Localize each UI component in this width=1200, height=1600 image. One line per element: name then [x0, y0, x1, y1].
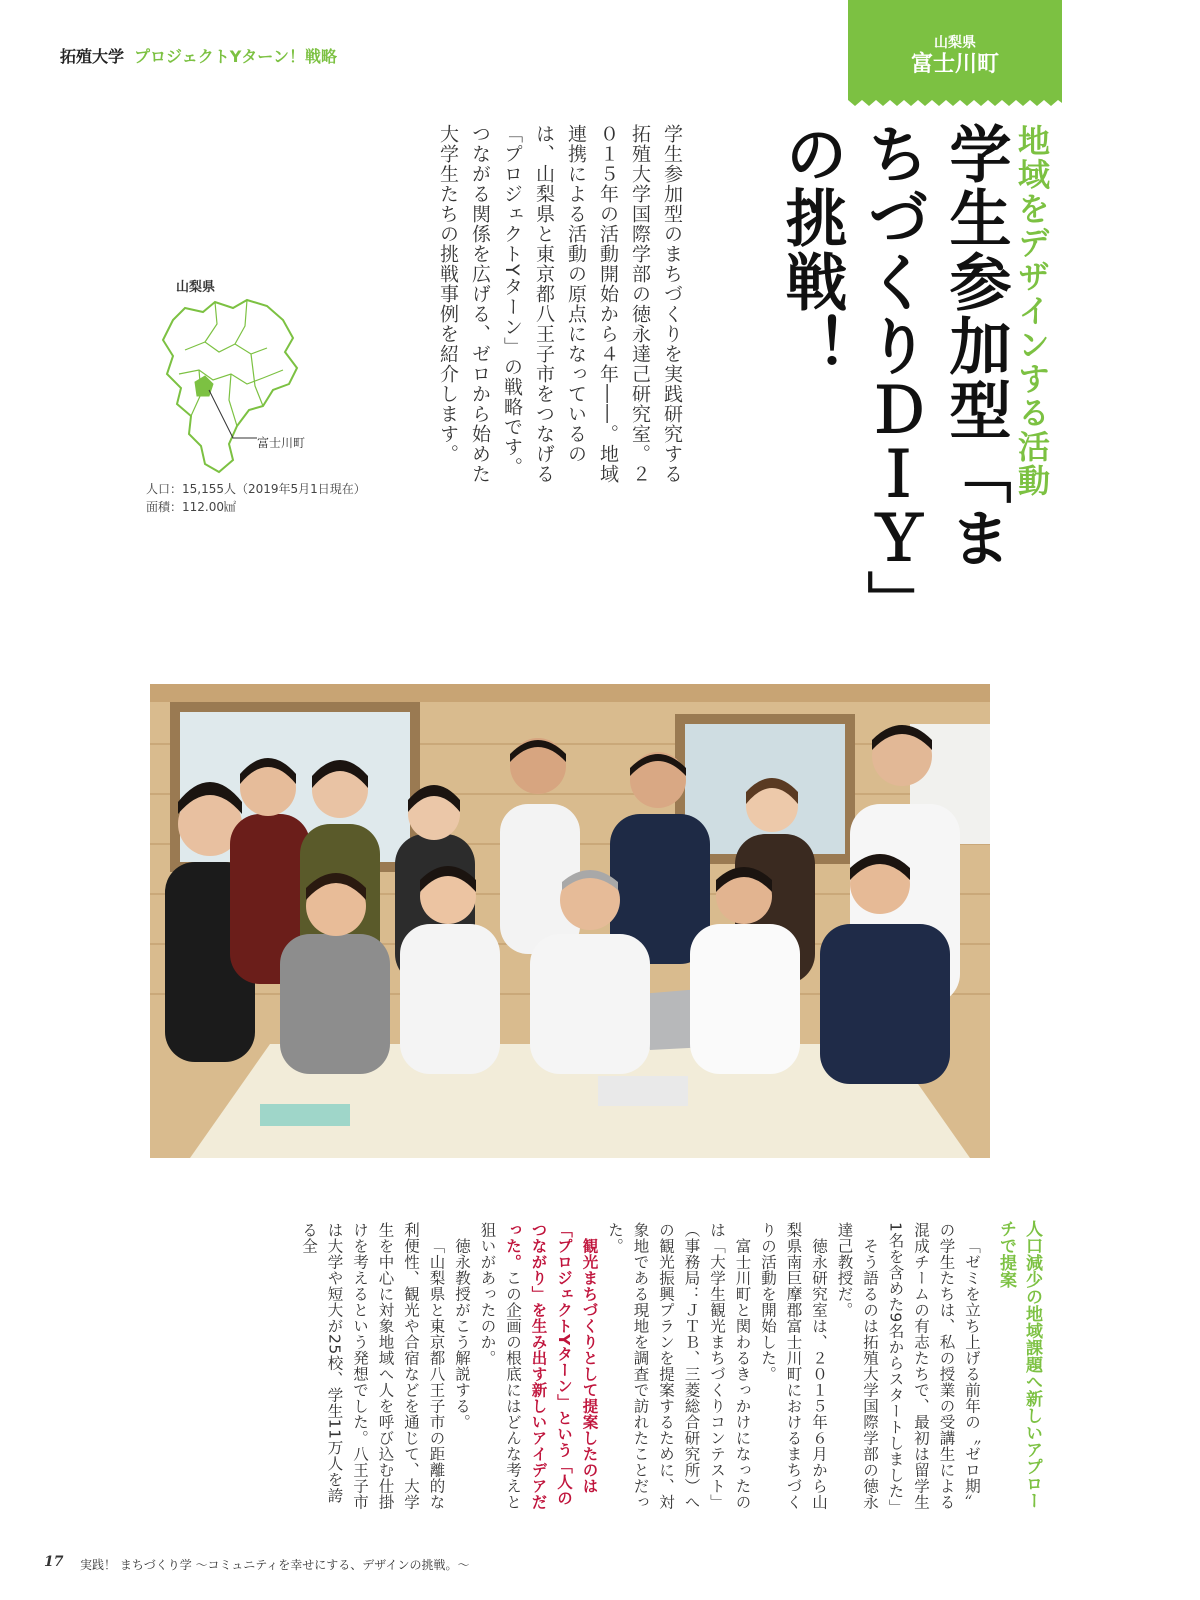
body-text-span: この企画の根底にはどんな考えと狙いがあったのか。: [478, 1222, 522, 1510]
book-title: 実践！ まちづくり学 〜コミュニティを幸せにする、デザインの挑戦。〜: [80, 1558, 470, 1572]
body-paragraph: 富士川町と関わるきっかけになったのは「大学生観光まちづくりコンテスト」（事務局：ＪＴＢ、三菱総合研究所）への観光振興プランを提案するために、対象地である現地を調査で訪れたことだった。: [606, 1222, 752, 1510]
population-stat: 人口：15,155人（2019年5月1日現在）: [146, 482, 366, 496]
headline: 学生参加型「まちづくりＤＩＹ」の挑戦！: [775, 122, 1012, 603]
series-title: プロジェクトYターン！戦略: [134, 47, 337, 66]
body-paragraph: 徳永研究室は、２０１５年６月から山梨県南巨摩郡富士川町におけるまちづくりの活動を開始した。: [759, 1222, 828, 1510]
region-prefecture: 山梨県: [934, 35, 976, 51]
yamanashi-map-icon: [155, 290, 305, 480]
town-stats: [146, 480, 366, 516]
region-tab: [848, 0, 1062, 96]
lead-paragraph: 学生参加型のまちづくりを実践研究する拓殖大学国際学部の徳永達己研究室。２０１５年の活動開始から４年――。地域連携による活動の原点になっているのは、山梨県と東京都八王子市をつなげる「プロジェクトYターン」の戦略です。つながる関係を広げる、ゼロから始めた大学生たちの挑戦事例を紹介します。: [437, 124, 683, 484]
running-header: [60, 44, 337, 67]
body-paragraph: [474, 1222, 602, 1514]
region-town: 富士川町: [910, 52, 999, 77]
kicker: 地域をデザインする活動: [1013, 124, 1051, 498]
highlight-text: 観光まちづくりとして提案したのは「プロジェクトYターン」という「人のつながり」を生み出す新しいアイデアだった。: [504, 1222, 599, 1510]
zigzag-edge-icon: [848, 94, 1062, 106]
map-label: 山梨県: [176, 280, 216, 295]
body-paragraph: そう語るのは拓殖大学国際学部の徳永達己教授だ。: [835, 1222, 879, 1510]
area-stat: 面積：112.00㎢: [146, 500, 236, 514]
photo-scene: [150, 684, 990, 1158]
body-paragraph: 徳永教授がこう解説する。: [453, 1237, 471, 1430]
body-paragraph: 「山梨県と東京都八王子市の距離的な利便性、観光や合宿などを通じて、大学生を中心に対象地域へ人を呼び込む仕掛けを考えるという発想でした。八王子市は大学や短大が25校、学生11万人を誇る全: [300, 1222, 446, 1510]
group-photo: [150, 684, 990, 1158]
body-heading: 人口減少の地域課題へ新しいアプローチで提案: [996, 1220, 1042, 1509]
page-number: 17: [44, 1554, 64, 1570]
map-town-label: 富士川町: [257, 436, 306, 450]
body-text: [84, 1222, 984, 1514]
publisher-name: 拓殖大学: [60, 47, 125, 66]
body-paragraph: 「ゼミを立ち上げる前年の〝ゼロ期〟の学生たちは、私の授業の受講生による混成チームの有志たちで、最初は留学生1名を含めた9名からスタートしました」: [886, 1222, 981, 1515]
